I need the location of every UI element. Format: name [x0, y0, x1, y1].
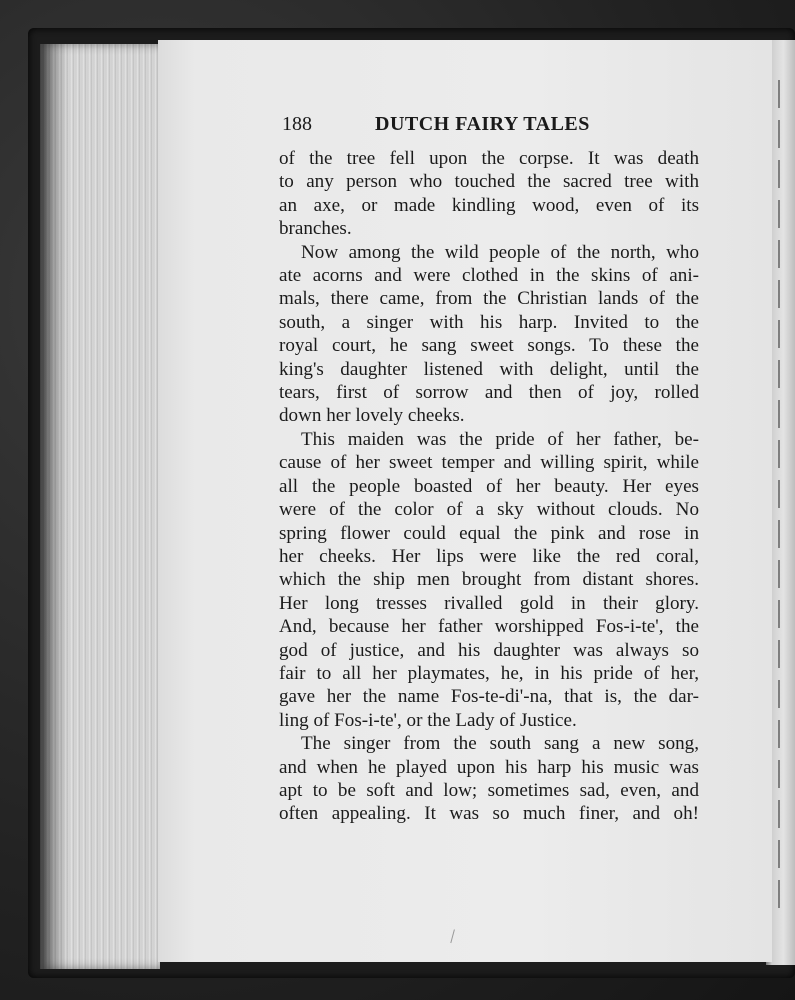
running-title: DUTCH FAIRY TALES — [375, 113, 590, 135]
text-line: spring flower could equal the pink and rose in — [279, 522, 699, 544]
paragraph — [279, 428, 699, 732]
paragraph — [279, 147, 699, 241]
text-line: mals, there came, from the Christian lands of the — [279, 288, 699, 310]
text-line: an axe, or made kindling wood, even of its — [279, 194, 699, 216]
text-line: often appealing. It was so much finer, and oh! — [279, 803, 699, 825]
text-line: cause of her sweet temper and willing spirit, while — [279, 452, 699, 474]
text-line: were of the color of a sky without clouds. No — [279, 499, 699, 521]
text-line: Her long tresses rivalled gold in their glory. — [279, 592, 699, 614]
text-line: ate acorns and were clothed in the skins of ani- — [279, 265, 699, 287]
text-line: all the people boasted of her beauty. Her eyes — [279, 475, 699, 497]
text-line: The singer from the south sang a new song, — [301, 733, 699, 755]
text-line: her cheeks. Her lips were like the red coral, — [279, 545, 699, 567]
text-line: south, a singer with his harp. Invited to the — [279, 311, 699, 333]
text-line: apt to be soft and low; sometimes sad, even, and — [279, 779, 699, 801]
text-line: god of justice, and his daughter was always so — [279, 639, 699, 661]
text-line: Now among the wild people of the north, who — [301, 241, 699, 263]
text-line: branches. — [279, 218, 352, 240]
text-line: king's daughter listened with delight, until the — [279, 358, 699, 380]
text-line: This maiden was the pride of her father, be- — [301, 428, 699, 450]
text-line: which the ship men brought from distant shores. — [279, 569, 699, 591]
text-line: tears, first of sorrow and then of joy, rolled — [279, 382, 699, 404]
paragraph — [279, 241, 699, 428]
text-line: down her lovely cheeks. — [279, 405, 465, 427]
text-line: fair to all her playmates, he, in his pride of her, — [279, 662, 699, 684]
body-text — [279, 147, 699, 826]
text-line: gave her the name Fos-te-di'-na, that is, the dar- — [279, 686, 699, 708]
text-line: ling of Fos-i-te', or the Lady of Justice. — [279, 709, 577, 731]
text-line: And, because her father worshipped Fos-i-te', the — [279, 616, 699, 638]
text-line: of the tree fell upon the corpse. It was death — [279, 148, 699, 169]
text-line: and when he played upon his harp his music was — [279, 756, 699, 778]
text-line: royal court, he sang sweet songs. To these the — [279, 335, 699, 357]
page-number: 188 — [282, 113, 312, 135]
text-line: to any person who touched the sacred tree with — [279, 171, 699, 193]
page-edges — [40, 44, 160, 969]
page-header — [282, 113, 702, 141]
paragraph — [279, 732, 699, 826]
